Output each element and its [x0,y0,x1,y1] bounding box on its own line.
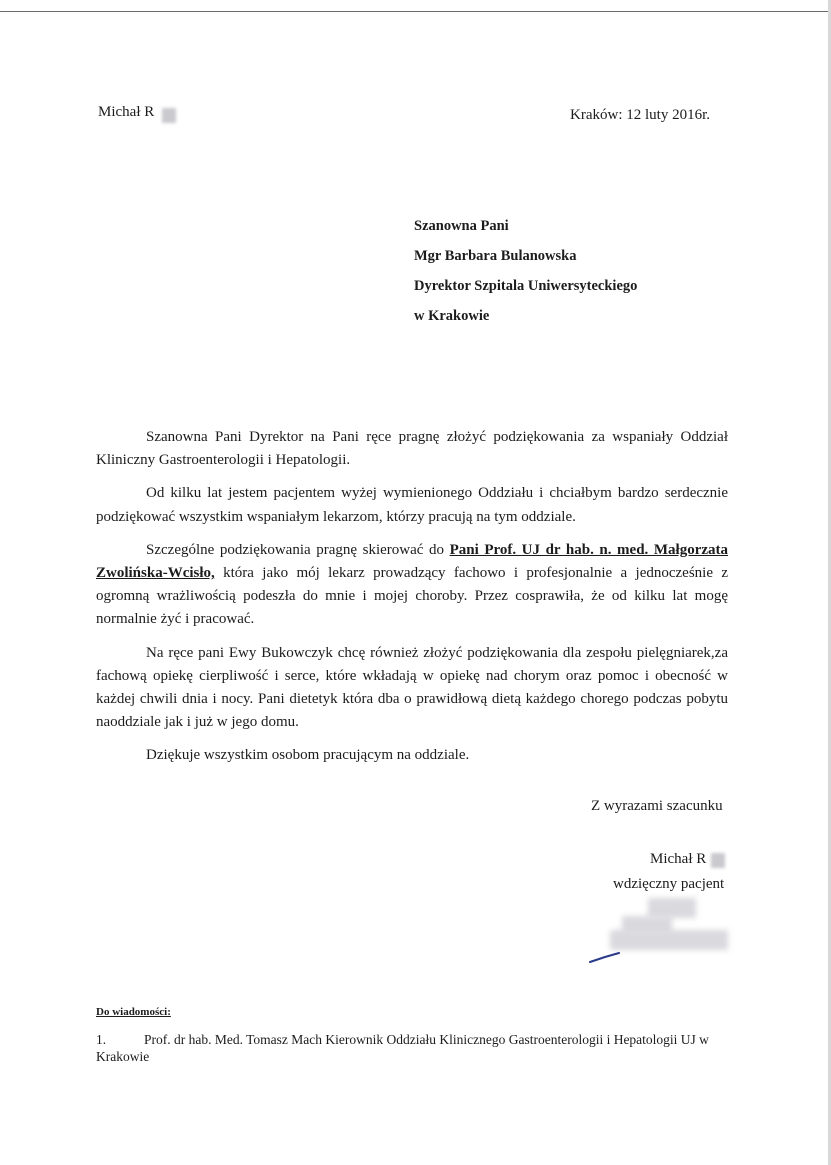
signature-stroke [589,950,621,964]
letter-body [96,426,728,778]
body-paragraph: Dziękuje wszystkim osobom pracującym na oddziale. [146,747,470,764]
cc-item [96,1031,728,1065]
signature-name: Michał R [650,851,707,867]
signature-redaction [648,898,696,918]
letter-date: Kraków: 12 luty 2016r. [570,107,710,123]
redaction-mark [162,108,176,123]
signature-redaction [610,930,728,950]
sender-name: Michał R [98,104,155,120]
addressee-block [414,218,637,338]
addressee-line: w Krakowie [414,308,490,324]
body-paragraph: Od kilku lat jestem pacjentem wyżej wymienionego Oddziału i chciałbym bardzo serdecznie podziękować wszystkim wspaniałym lekarzom, którzy pracują na tym oddziale. [96,485,728,525]
cc-item-text: Prof. dr hab. Med. Tomasz Mach Kierownik Oddziału Klinicznego Gastroenterologii i Hepatologii UJ w Krakowie [96,1032,709,1064]
page-top-edge [0,0,831,12]
redaction-mark [711,853,725,868]
body-paragraph: Szczególne podziękowania pragnę skierować do Pani Prof. UJ dr hab. n. med. Małgorzata Zwolińska-Wcisło, która jako mój lekarz prowadzący fachowo i profesjonalnie a jednocześnie z ogromną wrażliwością podeszła do mnie i mojej choroby. Przez cosprawiła, że od kilku lat mogę normalnie żyć i pracować. [96,541,729,628]
body-paragraph: Szanowna Pani Dyrektor na Pani ręce pragnę złożyć podziękowania za wspaniały Oddział Kliniczny Gastroenterologii i Hepatologii. [96,429,728,469]
addressee-line: Mgr Barbara Bulanowska [414,248,577,264]
body-paragraph: Na ręce pani Ewy Bukowczyk chcę również złożyć podziękowania dla zespołu pielęgniarek,za fachową opiekę cierpliwość i serce, które wkładają w opiekę nad chorym oraz pomoc i obecność w każdej chwili dnia i nocy. Pani dietetyk która dba o prawidłową dietą każdego chorego podczas pobytu naoddziale jak i już w jego domu. [96,644,728,731]
cc-item-number: 1. [96,1032,107,1047]
addressee-line: Dyrektor Szpitala Uniwersyteckiego [414,278,638,294]
cc-label: Do wiadomości: [96,1006,171,1018]
signature-role: wdzięczny pacjent [613,876,725,892]
doctor-name: Pani Prof. UJ dr hab. n. med. Małgorzata Zwolińska-Wcisło, [96,541,729,582]
addressee-line: Szanowna Pani [414,218,509,234]
closing-regards: Z wyrazami szacunku [591,798,723,814]
